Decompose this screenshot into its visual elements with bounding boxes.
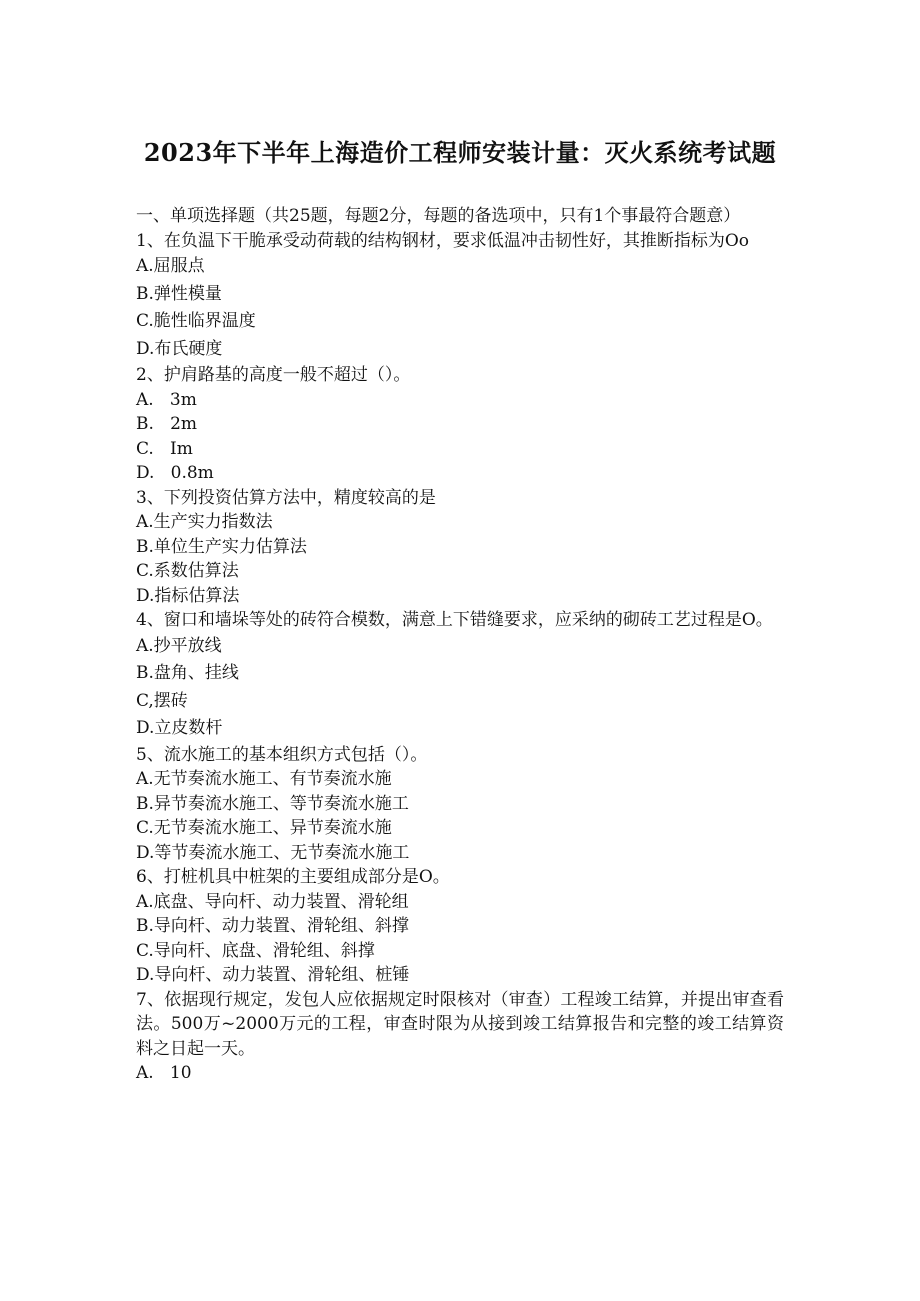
question-1 bbox=[136, 229, 784, 364]
question-stem: 6、打桩机具中桩架的主要组成部分是O。 bbox=[136, 867, 450, 887]
question-4 bbox=[136, 608, 784, 743]
option-d: D.等节奏流水施工、无节奏流水施工 bbox=[136, 842, 410, 863]
option-a: A. 10 bbox=[136, 1063, 192, 1083]
option-b: B.单位生产实力估算法 bbox=[136, 536, 307, 557]
option-a: A.抄平放线 bbox=[136, 635, 222, 656]
question-6 bbox=[136, 865, 784, 988]
option-d: D.导向杆、动力装置、滑轮组、桩锤 bbox=[136, 965, 410, 985]
option-b: B.导向杆、动力装置、滑轮组、斜撑 bbox=[136, 916, 409, 936]
option-a: A. 3m bbox=[136, 389, 197, 410]
question-stem: 4、窗口和墙垛等处的砖符合模数，满意上下错缝要求，应采纳的砌砖工艺过程是O。 bbox=[136, 610, 773, 630]
option-c: C.系数估算法 bbox=[136, 561, 239, 581]
option-c: C.无节奏流水施工、异节奏流水施 bbox=[136, 818, 392, 838]
option-a: A.生产实力指数法 bbox=[136, 512, 273, 532]
option-a: A.底盘、导向杆、动力装置、滑轮组 bbox=[136, 891, 409, 912]
option-b: B. 2m bbox=[136, 414, 198, 434]
option-d: D.指标估算法 bbox=[136, 585, 240, 606]
option-d: D.布氏硬度 bbox=[136, 338, 223, 359]
option-b: B.盘角、挂线 bbox=[136, 663, 239, 683]
option-b: B.弹性模量 bbox=[136, 283, 222, 304]
document-body bbox=[136, 204, 784, 1086]
question-stem: 7、依据现行规定，发包人应依据规定时限核对（审查）工程竣工结算，并提出审查看法。500万~2000万元的工程，审查时限为从接到竣工结算报告和完整的竣工结算资料之日起一天。 bbox=[136, 989, 784, 1059]
option-c: C.导向杆、底盘、滑轮组、斜撑 bbox=[136, 940, 375, 961]
option-b: B.异节奏流水施工、等节奏流水施工 bbox=[136, 793, 409, 814]
question-stem: 1、在负温下干脆承受动荷载的结构钢材，要求低温冲击韧性好，其推断指标为Oo bbox=[136, 230, 749, 251]
question-2 bbox=[136, 363, 784, 486]
question-stem: 3、下列投资估算方法中，精度较高的是 bbox=[136, 487, 436, 508]
option-d: D.立皮数杆 bbox=[136, 718, 223, 738]
option-d: D. 0.8m bbox=[136, 463, 214, 483]
section-heading: 一、单项选择题（共25题，每题2分，每题的备选项中，只有1个事最符合题意） bbox=[136, 206, 741, 226]
question-3 bbox=[136, 486, 784, 609]
option-c: C. Im bbox=[136, 438, 193, 459]
option-a: A.屈服点 bbox=[136, 256, 205, 276]
question-stem: 2、护肩路基的高度一般不超过（）。 bbox=[136, 365, 411, 385]
question-5 bbox=[136, 743, 784, 866]
question-7 bbox=[136, 988, 784, 1086]
option-c: C,摆砖 bbox=[136, 690, 188, 711]
option-a: A.无节奏流水施工、有节奏流水施 bbox=[136, 769, 392, 789]
option-c: C.脆性临界温度 bbox=[136, 311, 256, 331]
question-stem: 5、流水施工的基本组织方式包括（）。 bbox=[136, 744, 428, 765]
document-title: 2023年下半年上海造价工程师安装计量：灭火系统考试题 bbox=[143, 138, 777, 167]
